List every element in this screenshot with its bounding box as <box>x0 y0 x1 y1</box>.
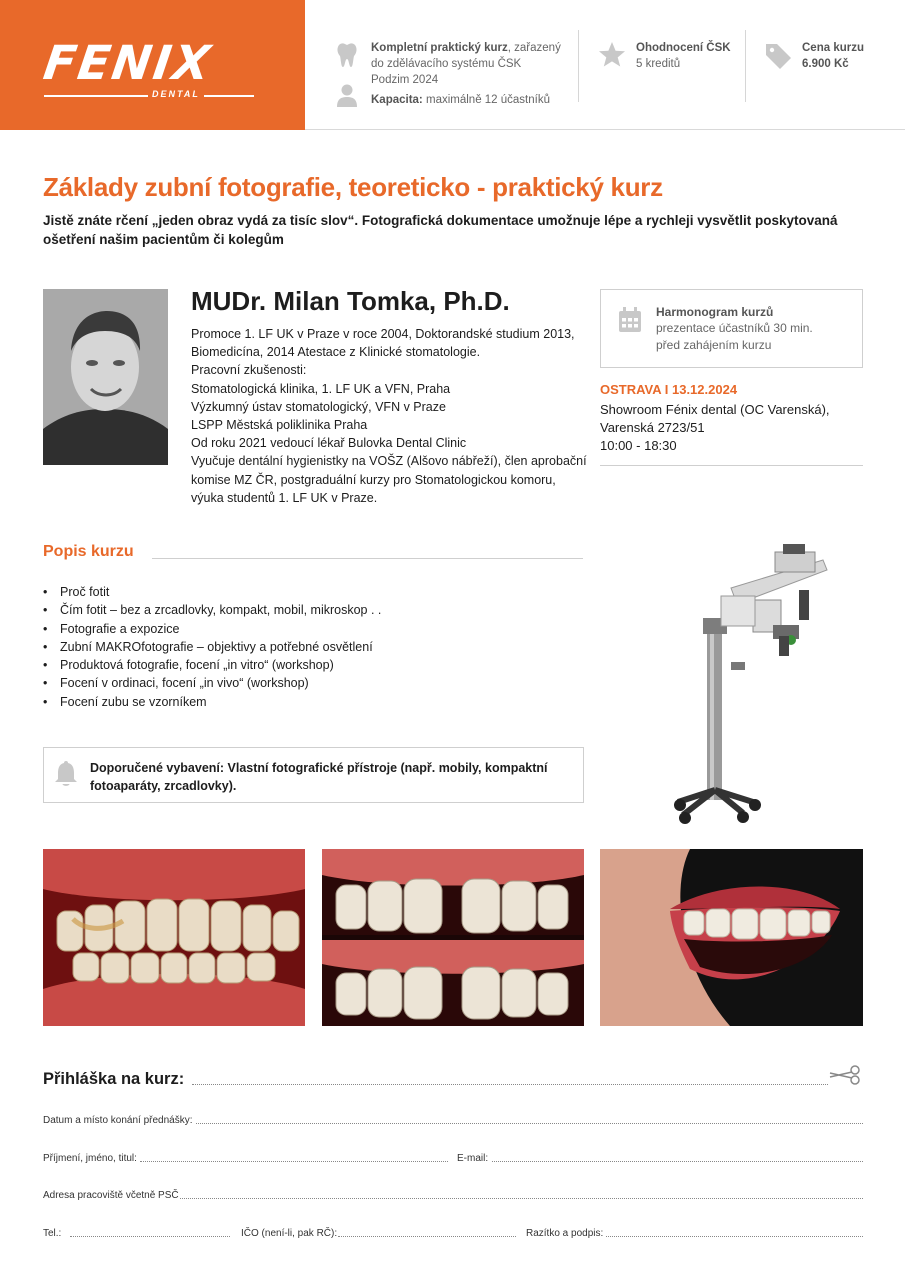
address-field[interactable] <box>180 1198 863 1199</box>
event-address: Varenská 2723/51 <box>600 420 705 435</box>
list-item: • Produktová fotografie, focení „in vitro“ (workshop) <box>43 656 381 674</box>
date-place-label: Datum a místo konání přednášky: <box>43 1115 193 1126</box>
equipment-text: Doporučené vybavení: Vlastní fotografické přístroje (např. mobily, kompaktní fotoaparáty, zrcadlovky). <box>90 761 548 793</box>
name-label: Příjmení, jméno, titul: <box>43 1153 137 1164</box>
logo <box>0 0 305 130</box>
schedule-line: před zahájením kurzu <box>656 338 772 352</box>
course-info <box>371 40 561 108</box>
schedule-line: prezentace účastníků 30 min. <box>656 321 813 335</box>
course-topics-list <box>43 583 381 711</box>
list-item: • Proč fotit <box>43 583 381 601</box>
email-field[interactable] <box>492 1161 863 1162</box>
header-divider <box>578 30 579 102</box>
schedule-box <box>600 289 863 368</box>
page-title: Základy zubní fotografie, teoreticko - praktický kurz <box>43 172 663 202</box>
bio-line: Od roku 2021 vedoucí lékař Bulovka Dental Clinic <box>191 436 467 451</box>
course-season: Podzim 2024 <box>371 74 439 86</box>
calendar-icon <box>618 307 642 333</box>
logo-subtitle: DENTAL <box>152 89 200 99</box>
scissors-icon <box>829 1064 861 1086</box>
ico-label: IČO (není-li, pak RČ): <box>241 1228 338 1239</box>
microscope-image <box>603 530 863 835</box>
date-place-field[interactable] <box>196 1123 863 1124</box>
bio-line: LSPP Městská poliklinika Praha <box>191 418 368 433</box>
bell-icon <box>54 760 78 788</box>
rating-label: Ohodnocení ČSK <box>636 42 731 54</box>
bio-line: komise MZ ČR, postgraduální kurzy pro Stomatologickou komoru, <box>191 472 556 487</box>
ico-field[interactable] <box>338 1236 516 1237</box>
lecturer-bio <box>191 325 591 507</box>
price-value: 6.900 Kč <box>802 58 849 70</box>
star-icon <box>598 41 626 68</box>
divider <box>600 465 863 466</box>
price-info <box>802 40 864 72</box>
price-tag-icon <box>764 42 792 70</box>
name-field[interactable] <box>140 1161 448 1162</box>
schedule-title: Harmonogram kurzů <box>656 305 774 319</box>
dental-photo-1 <box>43 849 305 1026</box>
form-title: Přihláška na kurz: <box>43 1070 185 1088</box>
tooth-icon <box>336 42 358 68</box>
course-type: Kompletní praktický kurz, zařazený <box>371 42 561 54</box>
form-dotted-line <box>192 1084 828 1085</box>
lecturer-name: MUDr. Milan Tomka, Ph.D. <box>191 286 510 316</box>
bio-line: Stomatologická klinika, 1. LF UK a VFN, Praha <box>191 381 451 396</box>
intro-text: Jistě znáte rčení „jeden obraz vydá za tisíc slov“. Fotografická dokumentace umožnuje lépe a rychleji vysvětlit poskytovaná ošetření našim pacientům či kolegům <box>43 213 838 247</box>
rating-value: 5 kreditů <box>636 58 681 70</box>
bio-line: Biomedicína, 2014 Atestace z Klinické stomatologie. <box>191 345 481 360</box>
list-item: • Fotografie a expozice <box>43 620 381 638</box>
list-item: • Zubní MAKROfotografie – objektivy a potřebné osvětlení <box>43 638 381 656</box>
equipment-note <box>43 747 584 803</box>
phone-field[interactable] <box>70 1236 230 1237</box>
dental-photo-3 <box>600 849 863 1026</box>
address-label: Adresa pracoviště včetně PSČ <box>43 1190 179 1201</box>
dental-photo-2 <box>322 849 584 1026</box>
event-place: Showroom Fénix dental (OC Varenská), <box>600 402 830 417</box>
bio-line: Promoce 1. LF UK v Praze v roce 2004, Doktorandské studium 2013, <box>191 327 575 341</box>
course-capacity: Kapacita: maximálně 12 účastníků <box>371 94 550 106</box>
bio-line: Vyučuje dentální hygienistky na VOŠZ (Alšovo nábřeží), člen aprobační <box>191 454 587 469</box>
person-icon <box>336 84 358 108</box>
list-item: • Čím fotit – bez a zrcadlovky, kompakt, mobil, mikroskop . . <box>43 601 381 619</box>
bio-line: Výzkumný ústav stomatologický, VFN v Praze <box>191 399 446 414</box>
email-label: E-mail: <box>457 1153 489 1164</box>
lecturer-photo <box>43 289 168 465</box>
header <box>0 0 905 130</box>
list-item: • Focení v ordinaci, focení „in vivo“ (workshop) <box>43 674 381 692</box>
divider <box>152 558 583 559</box>
phone-label: Tel.: <box>43 1228 62 1239</box>
rating-info <box>636 40 731 72</box>
bio-line: Pracovní zkušenosti: <box>191 363 307 378</box>
logo-wordmark: FENIX <box>40 36 216 91</box>
event-city-date: OSTRAVA I 13.12.2024 <box>600 382 738 397</box>
course-system: do zdělávacího systému ČSK <box>371 58 522 70</box>
list-item: • Focení zubu se vzorníkem <box>43 693 381 711</box>
event-time: 10:00 - 18:30 <box>600 438 677 453</box>
stamp-signature-field[interactable] <box>606 1236 863 1237</box>
bio-line: výuka studentů 1. LF UK v Praze. <box>191 490 378 505</box>
price-label: Cena kurzu <box>802 42 864 54</box>
logo-rule-left <box>44 95 148 97</box>
logo-rule-right <box>204 95 254 97</box>
stamp-signature-label: Razítko a podpis: <box>526 1228 604 1239</box>
section-heading: Popis kurzu <box>43 543 134 560</box>
header-divider <box>745 30 746 102</box>
